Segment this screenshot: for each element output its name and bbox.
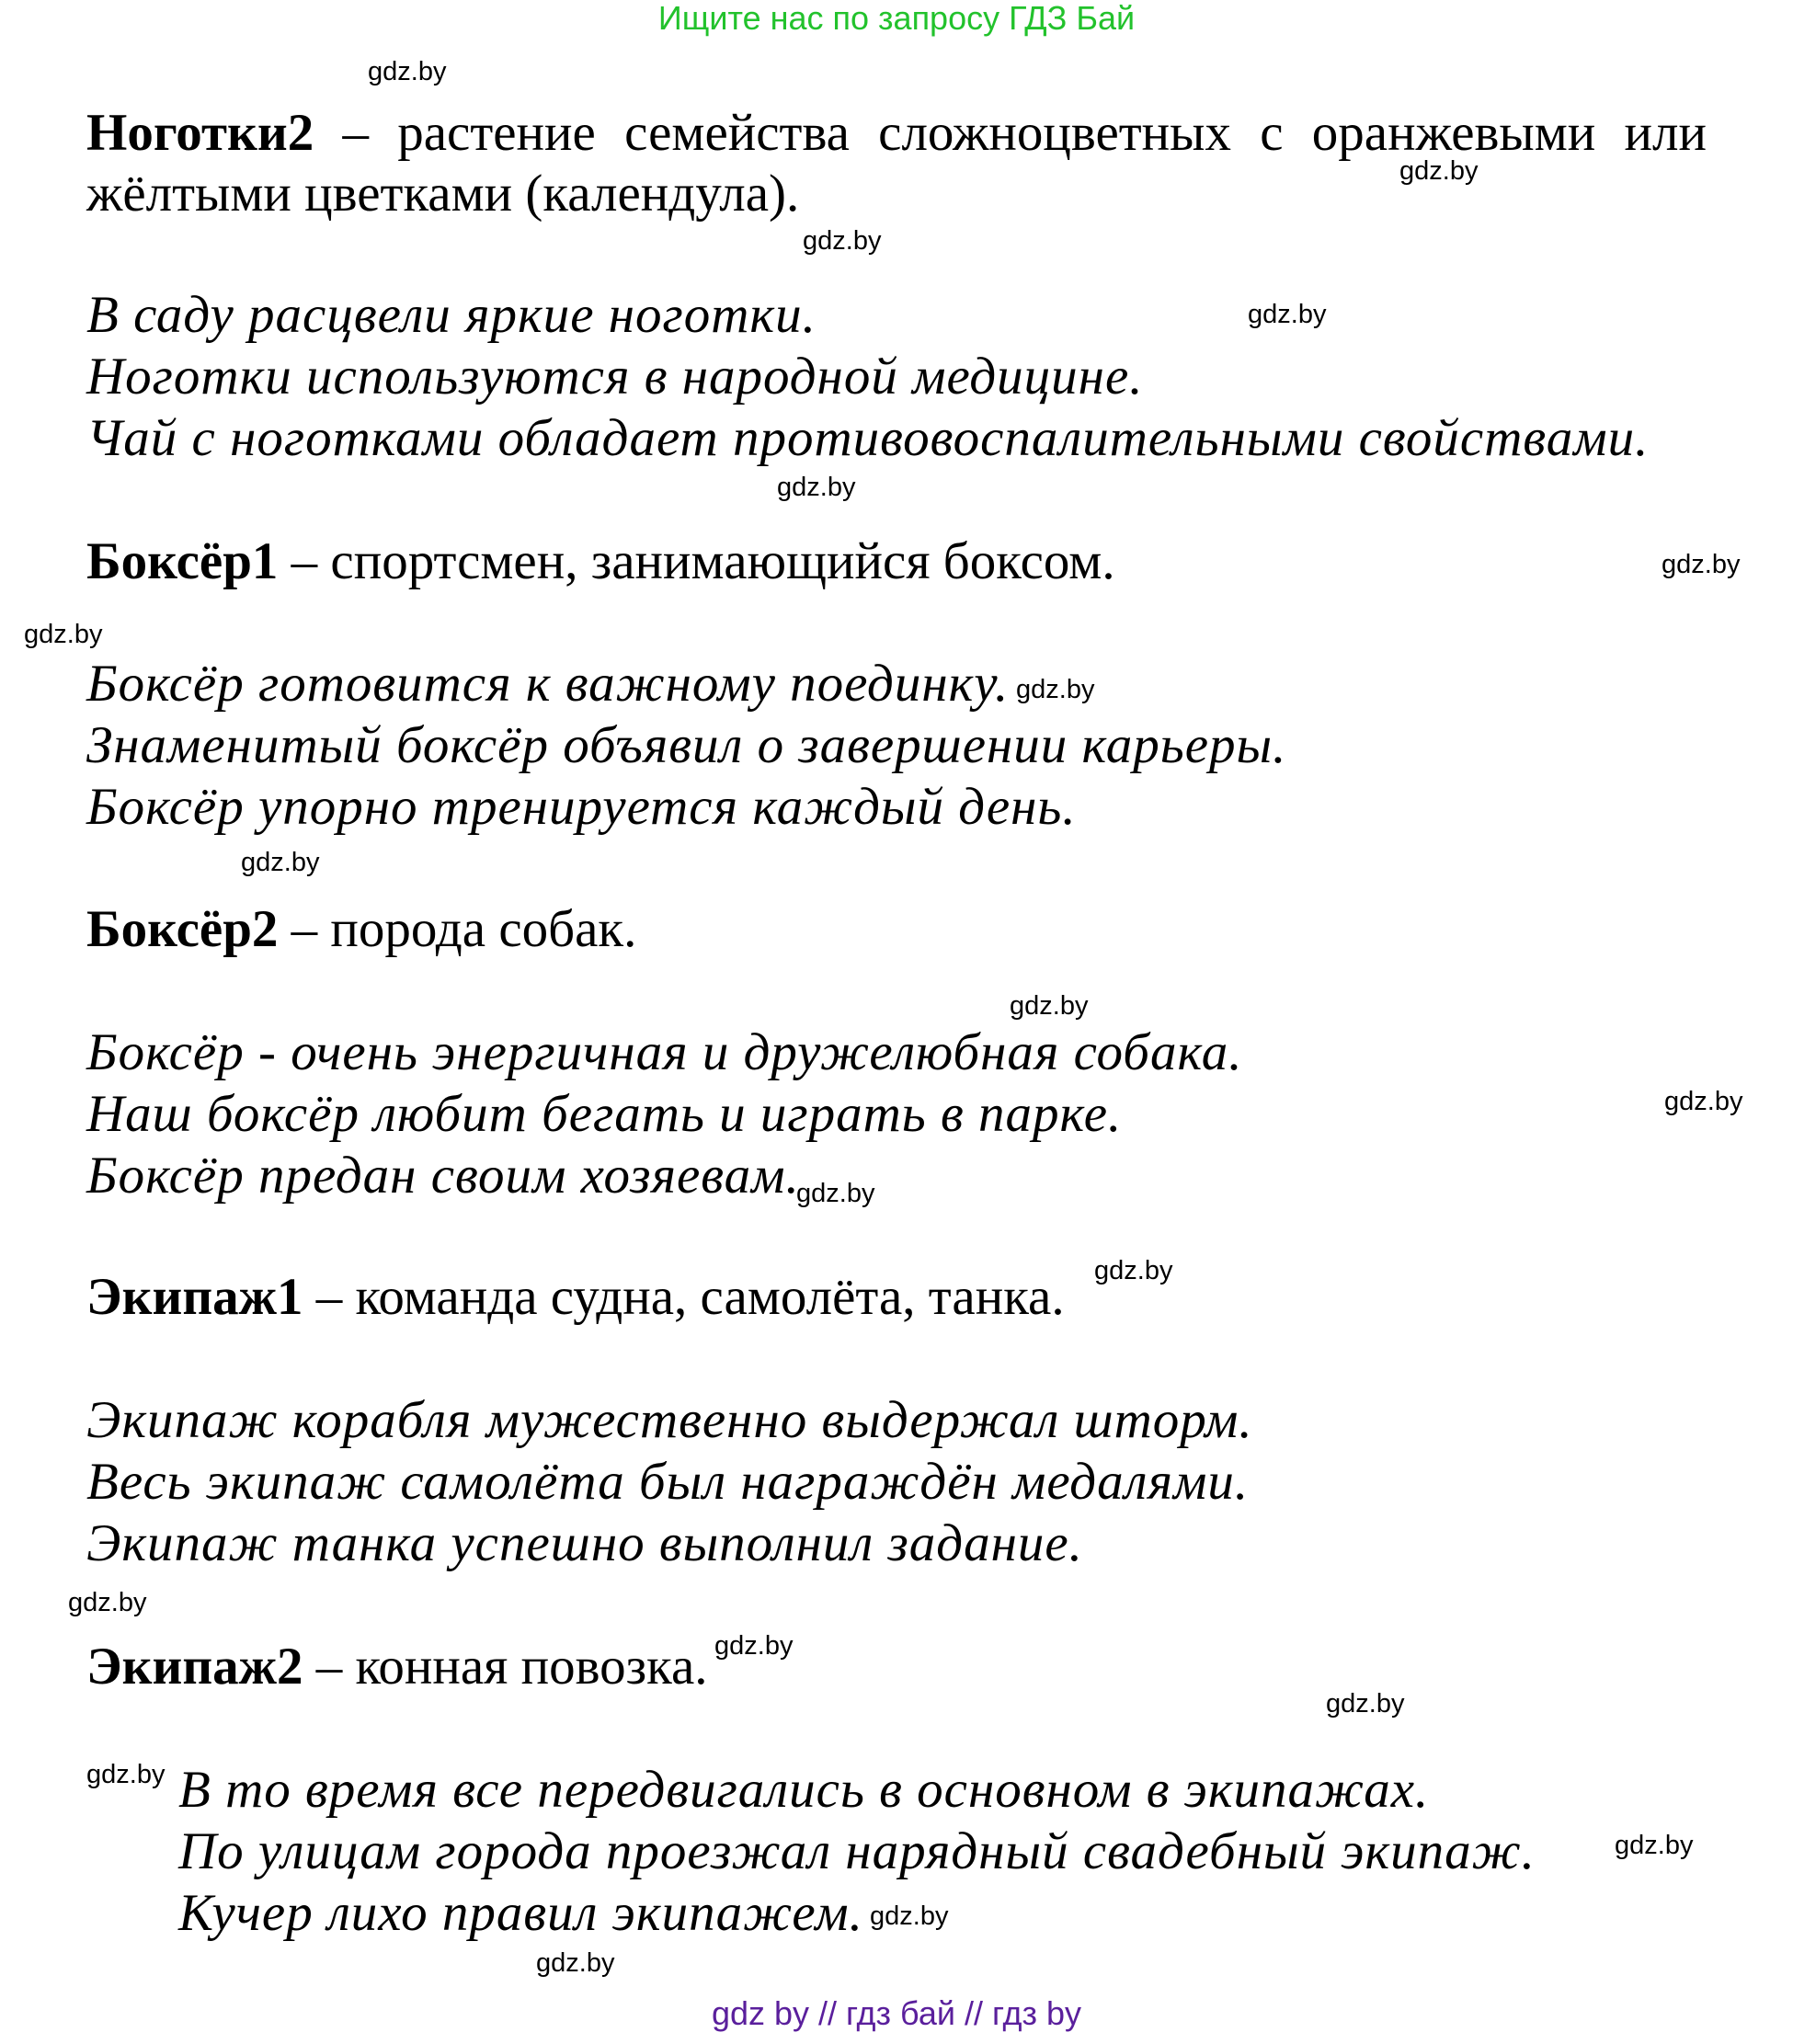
example-line: Боксёр упорно тренируется каждый день. [86,778,1077,836]
example-line: Кучер лихо правил экипажем. [178,1884,863,1942]
definition-text: – растение семейства сложноцветных с оранжевыми или жёлтыми цветками (календула). [86,104,1707,223]
example-line: Весь экипаж самолёта был награждён медалями. [86,1453,1250,1511]
watermark: gdz.by [1094,1256,1173,1285]
definition-bokser1 [86,531,1707,592]
example-line: Чай с ноготками обладает противовоспалительными свойствами. [86,409,1650,467]
watermark: gdz.by [796,1179,875,1208]
watermark: gdz.by [536,1948,615,1978]
term-ekipazh2: Экипаж2 [86,1638,303,1696]
watermark: gdz.by [368,57,447,86]
watermark: gdz.by [1010,991,1089,1021]
watermark: gdz.by [1248,300,1327,329]
example-line: В то время все передвигались в основном в экипажах. [178,1761,1430,1819]
term-nogotki2: Ноготки2 [86,104,314,162]
watermark: gdz.by [1664,1087,1743,1116]
term-ekipazh1: Экипаж1 [86,1268,303,1326]
term-bokser1: Боксёр1 [86,532,279,590]
example-line: Знаменитый боксёр объявил о завершении карьеры. [86,716,1287,774]
watermark: gdz.by [777,473,856,502]
watermark: gdz.by [24,620,103,649]
example-line: Ноготки используются в народной медицине. [86,348,1144,405]
watermark: gdz.by [803,226,882,256]
watermark: gdz.by [1326,1689,1405,1719]
definition-text: – конная повозка. [303,1638,708,1696]
watermark: gdz.by [86,1760,166,1789]
example-line: Экипаж корабля мужественно выдержал шторм. [86,1391,1253,1449]
watermark: gdz.by [1016,675,1095,704]
term-bokser2: Боксёр2 [86,900,279,958]
example-line: Боксёр - очень энергичная и дружелюбная собака. [86,1023,1243,1081]
footer-links[interactable]: gdz by // гдз бай // гдз by [711,1994,1082,2032]
example-line: Наш боксёр любит бегать и играть в парке. [86,1085,1123,1143]
definition-ekipazh1 [86,1267,1707,1328]
example-line: По улицам города проезжал нарядный свадебный экипаж. [178,1822,1536,1880]
watermark: gdz.by [1662,550,1741,579]
definition-text: – команда судна, самолёта, танка. [303,1268,1065,1326]
definition-bokser2 [86,899,1707,960]
top-banner[interactable]: Ищите нас по запросу ГДЗ Бай [657,0,1136,37]
watermark: gdz.by [241,848,320,877]
watermark: gdz.by [1399,156,1479,186]
example-line: Боксёр предан своим хозяевам. [86,1147,800,1205]
watermark: gdz.by [68,1588,147,1617]
watermark: gdz.by [714,1631,794,1661]
watermark: gdz.by [870,1901,949,1931]
definition-text: – порода собак. [278,900,637,958]
definition-ekipazh2 [86,1637,1707,1697]
definition-text: – спортсмен, занимающийся боксом. [278,532,1115,590]
example-line: Боксёр готовится к важному поединку. [86,655,1010,713]
example-line: Экипаж танка успешно выполнил задание. [86,1514,1083,1572]
example-line: В саду расцвели яркие ноготки. [86,286,817,344]
watermark: gdz.by [1615,1831,1694,1860]
